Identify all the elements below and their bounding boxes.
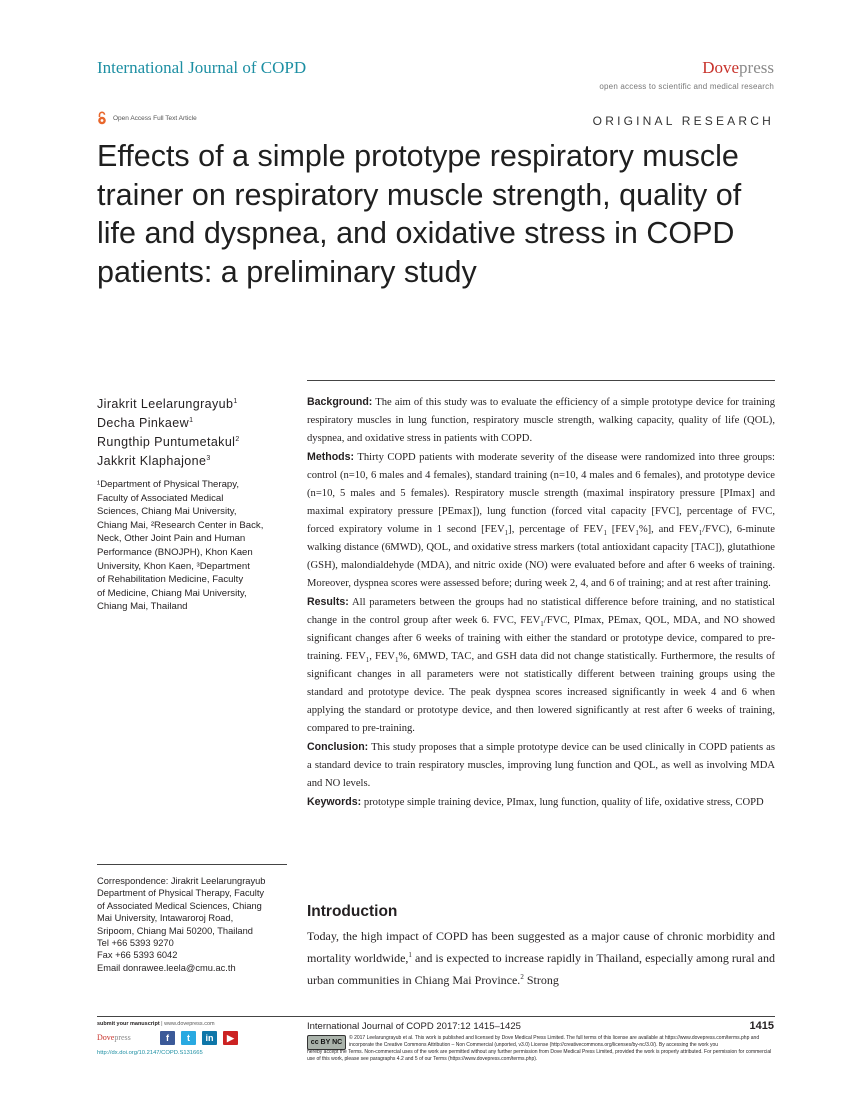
publisher-tagline: open access to scientific and medical research (599, 82, 774, 91)
results-label: Results: (307, 596, 349, 608)
publisher-brand-dove: Dove (702, 58, 740, 77)
article-title: Effects of a simple prototype respiratory muscle trainer on respiratory muscle strength, quality of life and dyspnea, and oxidative stress in COPD patients: a preliminary study (97, 139, 742, 289)
copyright-notice-continued: hereby accept the Terms. Non-commercial uses of the work are permitted without any further permission from Dove Medical Press Limited, provided the work is properly attributed. For permission for commercial use of this work, please see paragraphs 4.2 and 5 of our Terms (https://www.dovepress.com/terms.php). (307, 1049, 772, 1063)
correspondence-block (97, 875, 292, 974)
methods-text: /FVC), 6-minute walking distance (6MWD), QOL, and oxidative stress markers (total antioxidant capacity [TAC]), glutathione (GSH), malondialdehyde (MDA), and nitric oxide (NO) were evaluated before and after 6 weeks of training. Moreover, dyspnea scores were assessed before; during week 2, 4, and 6 of training; and at rest after training. (307, 524, 776, 589)
affiliation-line: Chiang Mai, ²Research Center in Back, (97, 519, 264, 531)
publisher-logo[interactable] (702, 58, 774, 78)
correspondence-line: Sripoom, Chiang Mai 50200, Thailand (97, 925, 253, 936)
affiliations (97, 478, 292, 614)
author-name: Jirakrit Leelarungrayub (97, 397, 234, 411)
subscript: 1 (365, 656, 370, 665)
author-affiliation-mark: 2 (235, 435, 240, 443)
subscript: 1 (698, 529, 703, 538)
submit-label: submit your manuscript (97, 1021, 160, 1027)
methods-text: ], percentage of FEV (508, 524, 604, 535)
results-text: %, 6MWD, TAC, and GSH data did not change statistically. Furthermore, the results of significant changes in all parameters were not statistically different between training groups using the standard and prototype device. The peak dyspnea scores increased significantly in week 4 and 6 when applying the standard or prototype device, and then lowered significantly at rest after 6 weeks of training, compared to pre-training. (307, 651, 775, 734)
affiliation-line: Faculty of Associated Medical (97, 492, 224, 504)
correspondence-email[interactable]: Email donrawee.leela@cmu.ac.th (97, 962, 236, 973)
abstract-results (307, 593, 775, 738)
open-access-badge (97, 111, 197, 125)
affiliation-line: Chiang Mai, Thailand (97, 601, 188, 613)
background-text: The aim of this study was to evaluate the efficiency of a simple prototype device for training respiratory muscles in lung function, respiratory muscle strength, walking capacity, quality of life (QOL), dyspnea, and oxidative stress in patients with COPD. (307, 397, 775, 444)
footer-divider (97, 1016, 775, 1017)
intro-text: Today, the high impact of COPD has been suggested as a major cause of chronic morbidity and mortality worldwide, (307, 929, 775, 965)
author (97, 414, 240, 433)
social-links (160, 1031, 238, 1045)
subscript: 1 (504, 529, 509, 538)
author-affiliation-mark: 3 (206, 454, 211, 462)
author (97, 433, 240, 452)
youtube-icon[interactable]: ▶ (223, 1031, 238, 1045)
methods-label: Methods: (307, 451, 355, 463)
keywords-text: prototype simple training device, PImax, lung function, quality of life, oxidative stress, COPD (363, 797, 764, 808)
author-affiliation-mark: 1 (189, 416, 194, 424)
affiliation-line: Neck, Other Joint Pain and Human (97, 533, 246, 545)
results-text: All parameters between the groups had no statistical difference before training, and no statistical change in the control group after week 6. FVC, FEV (307, 597, 775, 626)
affiliation-line: University, Khon Kaen, ³Department (97, 560, 250, 572)
journal-citation: International Journal of COPD 2017:12 1415–1425 (307, 1021, 521, 1032)
author-name: Rungthip Puntumetakul (97, 435, 236, 449)
facebook-icon[interactable]: f (160, 1031, 175, 1045)
author (97, 395, 240, 414)
methods-text: Thirty COPD patients with moderate severity of the disease were randomized into three groups: control (n=10, 6 males and 4 females), standard training (n=10, 4 males and 6 females), and prototype device (n=10, 5 males and 5 females). Respiratory muscle strength (maximal inspiratory pressure [PImax] and maximal expiratory pressure [PEmax]), lung function (forced vital capacity [FVC], percentage of FVC, forced expiratory volume in 1 second [FEV (307, 452, 775, 535)
submit-link[interactable]: www.dovepress.com (164, 1021, 215, 1027)
publisher-brand-press: press (739, 58, 774, 77)
author-name: Jakkrit Klaphajone (97, 454, 207, 468)
affiliation-line: Performance (BNOJPH), Khon Kaen (97, 546, 253, 558)
correspondence-fax: Fax +66 5393 6042 (97, 950, 178, 961)
correspondence-line: of Associated Medical Sciences, Chiang (97, 900, 262, 911)
conclusion-label: Conclusion: (307, 741, 369, 753)
correspondence-line: Correspondence: Jirakrit Leelarungrayub (97, 876, 266, 886)
footer-dovepress-logo[interactable] (97, 1033, 131, 1042)
journal-name[interactable]: International Journal of COPD (97, 58, 307, 77)
conclusion-text: This study proposes that a simple prototype device can be used clinically in COPD patients as a standard device to train respiratory muscles, improving lung function and QOL, as well as involving MDA and NO levels. (307, 742, 775, 789)
intro-text: Strong (523, 973, 559, 987)
affiliation-line: of Rehabilitation Medicine, Faculty (97, 574, 244, 586)
abstract (307, 393, 775, 812)
doi-url[interactable]: http://dx.doi.org/10.2147/COPD.S131665 (97, 1050, 203, 1056)
affiliation-line: ¹Department of Physical Therapy, (97, 479, 240, 490)
citation-ref[interactable]: 2 (520, 973, 524, 981)
methods-text: %], and FEV (638, 524, 699, 535)
footer-brand-dove: Dove (97, 1033, 115, 1042)
open-access-lock-icon (97, 111, 107, 125)
abstract-keywords (307, 793, 775, 812)
author-name: Decha Pinkaew (97, 416, 190, 430)
affiliation-line: of Medicine, Chiang Mai University, (97, 587, 247, 599)
abstract-conclusion (307, 738, 775, 793)
open-access-label: Open Access Full Text Article (113, 114, 197, 122)
twitter-icon[interactable]: t (181, 1031, 196, 1045)
linkedin-icon[interactable]: in (202, 1031, 217, 1045)
author-affiliation-mark: 1 (233, 397, 238, 405)
correspondence-tel: Tel +66 5393 9270 (97, 938, 174, 949)
subscript: 1 (603, 529, 607, 538)
footer-brand-press: press (114, 1033, 131, 1042)
results-text: /FVC, PImax, PEmax, QOL, MDA, and NO showed significant changes after 6 weeks of training with either the standard or prototype device, compared to pre-training. FEV (307, 615, 775, 662)
keywords-label: Keywords: (307, 796, 362, 808)
creative-commons-badge[interactable]: cc BY NC (307, 1035, 346, 1050)
page-number: 1415 (749, 1020, 774, 1032)
introduction-heading: Introduction (307, 903, 398, 920)
subscript: 1 (635, 529, 639, 538)
correspondence-divider (97, 864, 287, 865)
intro-text: and is expected to increase rapidly in Thailand, especially among rural and urban communities in Chiang Mai Province. (307, 951, 775, 987)
subscript: 1 (395, 656, 399, 665)
author-list (97, 395, 240, 471)
background-label: Background: (307, 396, 373, 408)
doi-link[interactable] (97, 1050, 203, 1056)
author (97, 452, 240, 471)
affiliation-line: Sciences, Chiang Mai University, (97, 506, 237, 518)
article-section-label: ORIGINAL RESEARCH (592, 114, 774, 128)
abstract-methods (307, 448, 775, 593)
submit-sep: | (159, 1021, 165, 1027)
correspondence-line: Mai University, Intawaroroj Road, (97, 913, 234, 924)
results-text: , FEV (369, 651, 396, 662)
methods-text: [FEV (606, 524, 636, 535)
copyright-notice: © 2017 Leelarungrayub et al. This work is published and licensed by Dove Medical Press Limited. The full terms of this license are available at https://www.dovepress.com/terms.php and incorporate the Creative Commons Attribution – Non Commercial (unported, v3.0) License (http://creativecommons.org/licenses/by-nc/3.0/). By accessing the work you (349, 1035, 760, 1049)
submit-manuscript (97, 1021, 215, 1027)
citation-ref[interactable]: 1 (408, 951, 412, 959)
correspondence-line: Department of Physical Therapy, Faculty (97, 888, 265, 899)
abstract-top-divider (307, 380, 775, 381)
subscript: 1 (540, 620, 544, 629)
abstract-background (307, 393, 775, 448)
introduction-text (307, 925, 775, 991)
